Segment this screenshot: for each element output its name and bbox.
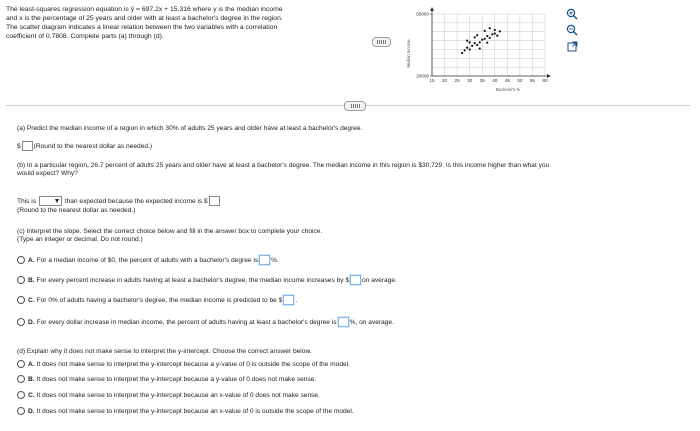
y-axis-arrow — [430, 7, 434, 11]
radio-button[interactable] — [17, 296, 25, 304]
scatter-diagram — [400, 6, 560, 92]
x-axis-label: Bachelor's % — [495, 87, 521, 92]
x-tick-label: 15 — [429, 78, 435, 83]
part-a-answer-input[interactable] — [22, 141, 33, 151]
x-tick-label: 40 — [492, 78, 498, 83]
problem-statement — [6, 6, 358, 42]
chart-grid — [432, 14, 545, 76]
data-point — [486, 35, 488, 37]
zoom-in-button[interactable] — [562, 6, 582, 21]
data-point — [469, 41, 471, 43]
data-point — [479, 41, 481, 43]
intro-line-1: The least-squares regression equation is ŷ = 697.2x + 15,316 where y is the median income — [6, 6, 283, 13]
collapse-handle[interactable] — [372, 37, 391, 47]
part-d-option-b[interactable]: B. It does not make sense to interpret the y-intercept because a y-value of 0 does not make sense. — [17, 375, 316, 384]
part-c-option-b[interactable]: B. For every percent increase in adults having at least a bachelor's degree, the median income increases by $ on average. — [17, 275, 397, 285]
x-tick-label: 50 — [517, 78, 523, 83]
part-a-answer-row: $ (Round to the nearest dollar as needed.) — [17, 142, 153, 150]
x-tick-label: 35 — [479, 78, 485, 83]
data-point — [466, 47, 468, 49]
x-tick-label: 30 — [467, 78, 473, 83]
popout-icon — [567, 41, 578, 52]
data-point — [474, 36, 476, 38]
part-a-hint: (Round to the nearest dollar as needed.) — [33, 142, 153, 150]
radio-button[interactable] — [17, 391, 25, 399]
data-point — [499, 30, 501, 32]
data-point — [464, 49, 466, 51]
data-point — [489, 27, 491, 29]
data-point — [481, 39, 483, 41]
data-point — [461, 52, 463, 54]
zoom-in-icon — [566, 8, 578, 20]
part-c-question: (c) Interpret the slope. Select the correct choice below and fill in the answer box to complete your choice. — [17, 228, 323, 235]
intro-line-4: coefficient of 0.7808. Complete parts (a) through (d). — [6, 32, 164, 40]
part-b-answer-row: This is than expected because the expected income is $ — [17, 196, 221, 206]
data-point — [494, 32, 496, 34]
part-d-option-a[interactable]: A. It does not make sense to interpret the y-intercept because a y-value of 0 is outside the scope of the model. — [17, 360, 350, 369]
radio-button[interactable] — [17, 256, 25, 264]
option-d-input[interactable] — [338, 317, 349, 327]
popout-button[interactable] — [562, 39, 582, 54]
x-tick-label: 45 — [504, 78, 510, 83]
data-point — [489, 37, 491, 39]
part-c-option-a[interactable]: A. For a median income of $0, the percent of adults with a bachelor's degree is %. — [17, 255, 279, 265]
radio-button[interactable] — [17, 360, 25, 368]
data-point — [466, 39, 468, 41]
data-point — [484, 38, 486, 40]
part-d-question: (d) Explain why it does not make sense to interpret the y-intercept. Choose the correct answer below. — [17, 348, 312, 355]
x-tick-label: 25 — [454, 78, 460, 83]
data-point — [496, 35, 498, 37]
data-point — [494, 29, 496, 31]
y-axis-label: Median Income — [406, 39, 411, 68]
option-c-input[interactable] — [283, 295, 294, 305]
y-tick-label: 55000 — [416, 11, 429, 17]
part-b-answer-input[interactable] — [209, 196, 220, 206]
radio-button[interactable] — [17, 276, 25, 284]
zoom-out-icon — [566, 24, 578, 36]
data-point — [491, 33, 493, 35]
radio-button[interactable] — [17, 375, 25, 383]
data-point — [471, 45, 473, 47]
radio-button[interactable] — [17, 407, 25, 415]
part-c-option-c[interactable]: C. For 0% of adults having a bachelor's degree, the median income is predicted to be $ . — [17, 295, 297, 305]
intro-line-3: The scatter diagram indicates a linear relation between the two variables with a correlation — [6, 23, 278, 31]
part-b-question-line-2: would expect? Why? — [17, 170, 78, 177]
radio-button[interactable] — [17, 318, 25, 326]
intro-line-2: and x is the percentage of 25 years and older with at least a bachelor's degree in the region. — [6, 14, 283, 22]
data-point — [476, 34, 478, 36]
part-c-option-d[interactable]: D. For every dollar increase in median income, the percent of adults having at least a bachelor's degree is %, on average. — [17, 317, 394, 327]
part-d-option-d[interactable]: D. It does not make sense to interpret the y-intercept because an x-value of 0 is outside the scope of the model. — [17, 407, 354, 416]
data-point — [479, 47, 481, 49]
x-tick-label: 20 — [441, 78, 448, 83]
part-b-question-line-1: (b) In a particular region, 26.7 percent of adults 25 years and older have at least a bachelor's degree. The median income in this region is $30,729. Is this income higher than what you — [17, 162, 550, 169]
data-point — [484, 30, 486, 32]
part-d-option-c[interactable]: C. It does not make sense to interpret the y-intercept because an x-value of 0 does not make sense. — [17, 391, 320, 400]
expand-handle[interactable] — [344, 101, 366, 111]
x-tick-label: 60 — [542, 78, 548, 83]
data-point — [486, 42, 488, 44]
x-tick-label: 55 — [529, 78, 536, 83]
zoom-out-button[interactable] — [562, 22, 582, 37]
part-c-hint: (Type an integer or decimal. Do not round.) — [17, 236, 143, 243]
y-tick-label: 20000 — [416, 73, 429, 79]
option-a-input[interactable] — [259, 255, 270, 265]
option-b-input[interactable] — [350, 275, 361, 285]
higher-lower-dropdown[interactable] — [39, 196, 62, 206]
data-point — [469, 48, 471, 50]
part-a-question: (a) Predict the median income of a region in which 30% of adults 25 years and older have at least a bachelor's degree. — [17, 125, 363, 132]
data-point — [476, 44, 478, 46]
part-b-hint: (Round to the nearest dollar as needed.) — [17, 207, 136, 214]
data-point — [474, 42, 476, 44]
x-axis-arrow — [547, 74, 551, 78]
